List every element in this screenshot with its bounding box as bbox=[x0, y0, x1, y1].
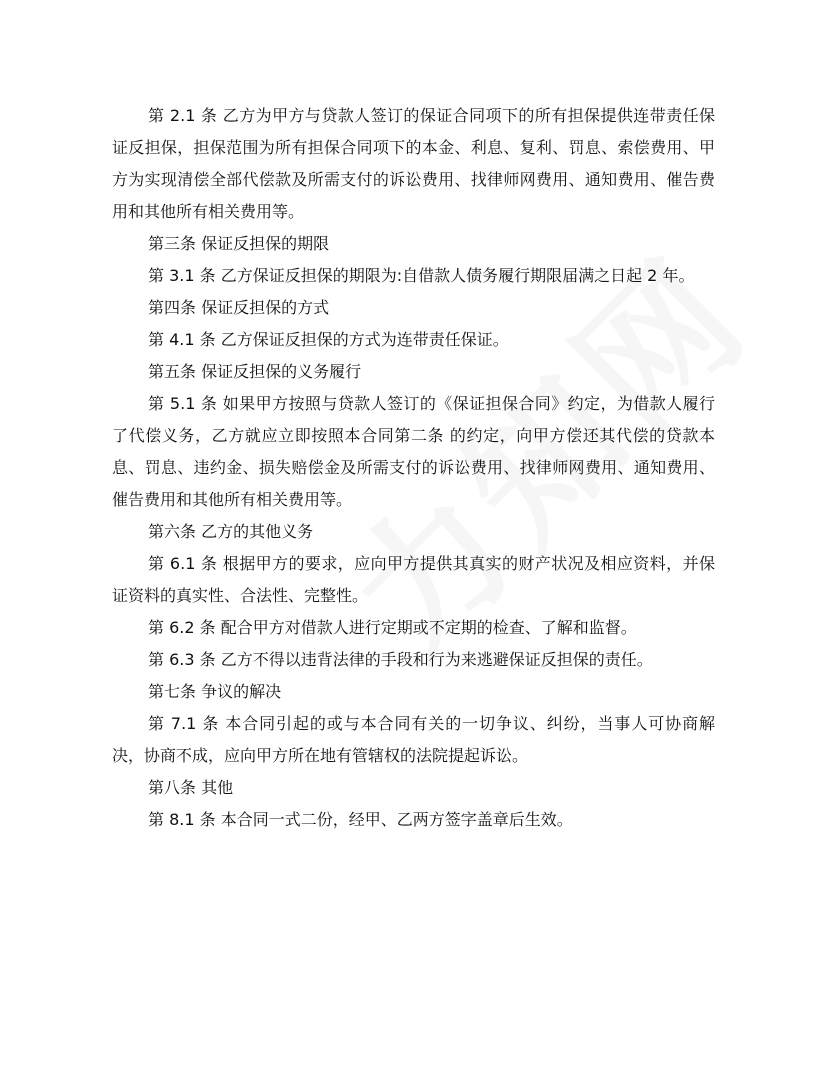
clause-8-1: 第 8.1 条 本合同一式二份，经甲、乙两方签字盖章后生效。 bbox=[148, 810, 573, 829]
document-body bbox=[112, 100, 715, 836]
article-4-heading: 第四条 保证反担保的方式 bbox=[148, 298, 330, 317]
clause-2-1: 第 2.1 条 乙方为甲方与贷款人签订的保证合同项下的所有担保提供连带责任保证反担保，担保范围为所有担保合同项下的本金、利息、复利、罚息、索偿费用、甲方为实现清偿全部代偿款及所需支付的诉讼费用、找律师网费用、通知费用、催告费用和其他所有相关费用等。 bbox=[112, 106, 715, 221]
article-3-heading: 第三条 保证反担保的期限 bbox=[148, 234, 330, 253]
article-7-heading: 第七条 争议的解决 bbox=[148, 682, 282, 701]
clause-6-2: 第 6.2 条 配合甲方对借款人进行定期或不定期的检查、了解和监督。 bbox=[148, 618, 637, 637]
clause-4-1: 第 4.1 条 乙方保证反担保的方式为连带责任保证。 bbox=[148, 330, 509, 349]
article-6-heading: 第六条 乙方的其他义务 bbox=[148, 522, 314, 541]
article-5-heading: 第五条 保证反担保的义务履行 bbox=[148, 362, 362, 381]
clause-5-1: 第 5.1 条 如果甲方按照与贷款人签订的《保证担保合同》约定，为借款人履行了代偿义务，乙方就应立即按照本合同第二条 的约定，向甲方偿还其代偿的贷款本息、罚息、违约金、损失赔偿金及所需支付的诉讼费用、找律师网费用、通知费用、催告费用和其他所有相关费用等。 bbox=[112, 394, 715, 509]
clause-7-1: 第 7.1 条 本合同引起的或与本合同有关的一切争议、纠纷，当事人可协商解决，协商不成，应向甲方所在地有管辖权的法院提起诉讼。 bbox=[112, 714, 715, 765]
article-8-heading: 第八条 其他 bbox=[148, 778, 234, 797]
clause-6-3: 第 6.3 条 乙方不得以违背法律的手段和行为来逃避保证反担保的责任。 bbox=[148, 650, 653, 669]
clause-6-1: 第 6.1 条 根据甲方的要求，应向甲方提供其真实的财产状况及相应资料，并保证资料的真实性、合法性、完整性。 bbox=[112, 554, 715, 605]
clause-3-1: 第 3.1 条 乙方保证反担保的期限为:自借款人债务履行期限届满之日起 2 年。 bbox=[148, 266, 695, 285]
